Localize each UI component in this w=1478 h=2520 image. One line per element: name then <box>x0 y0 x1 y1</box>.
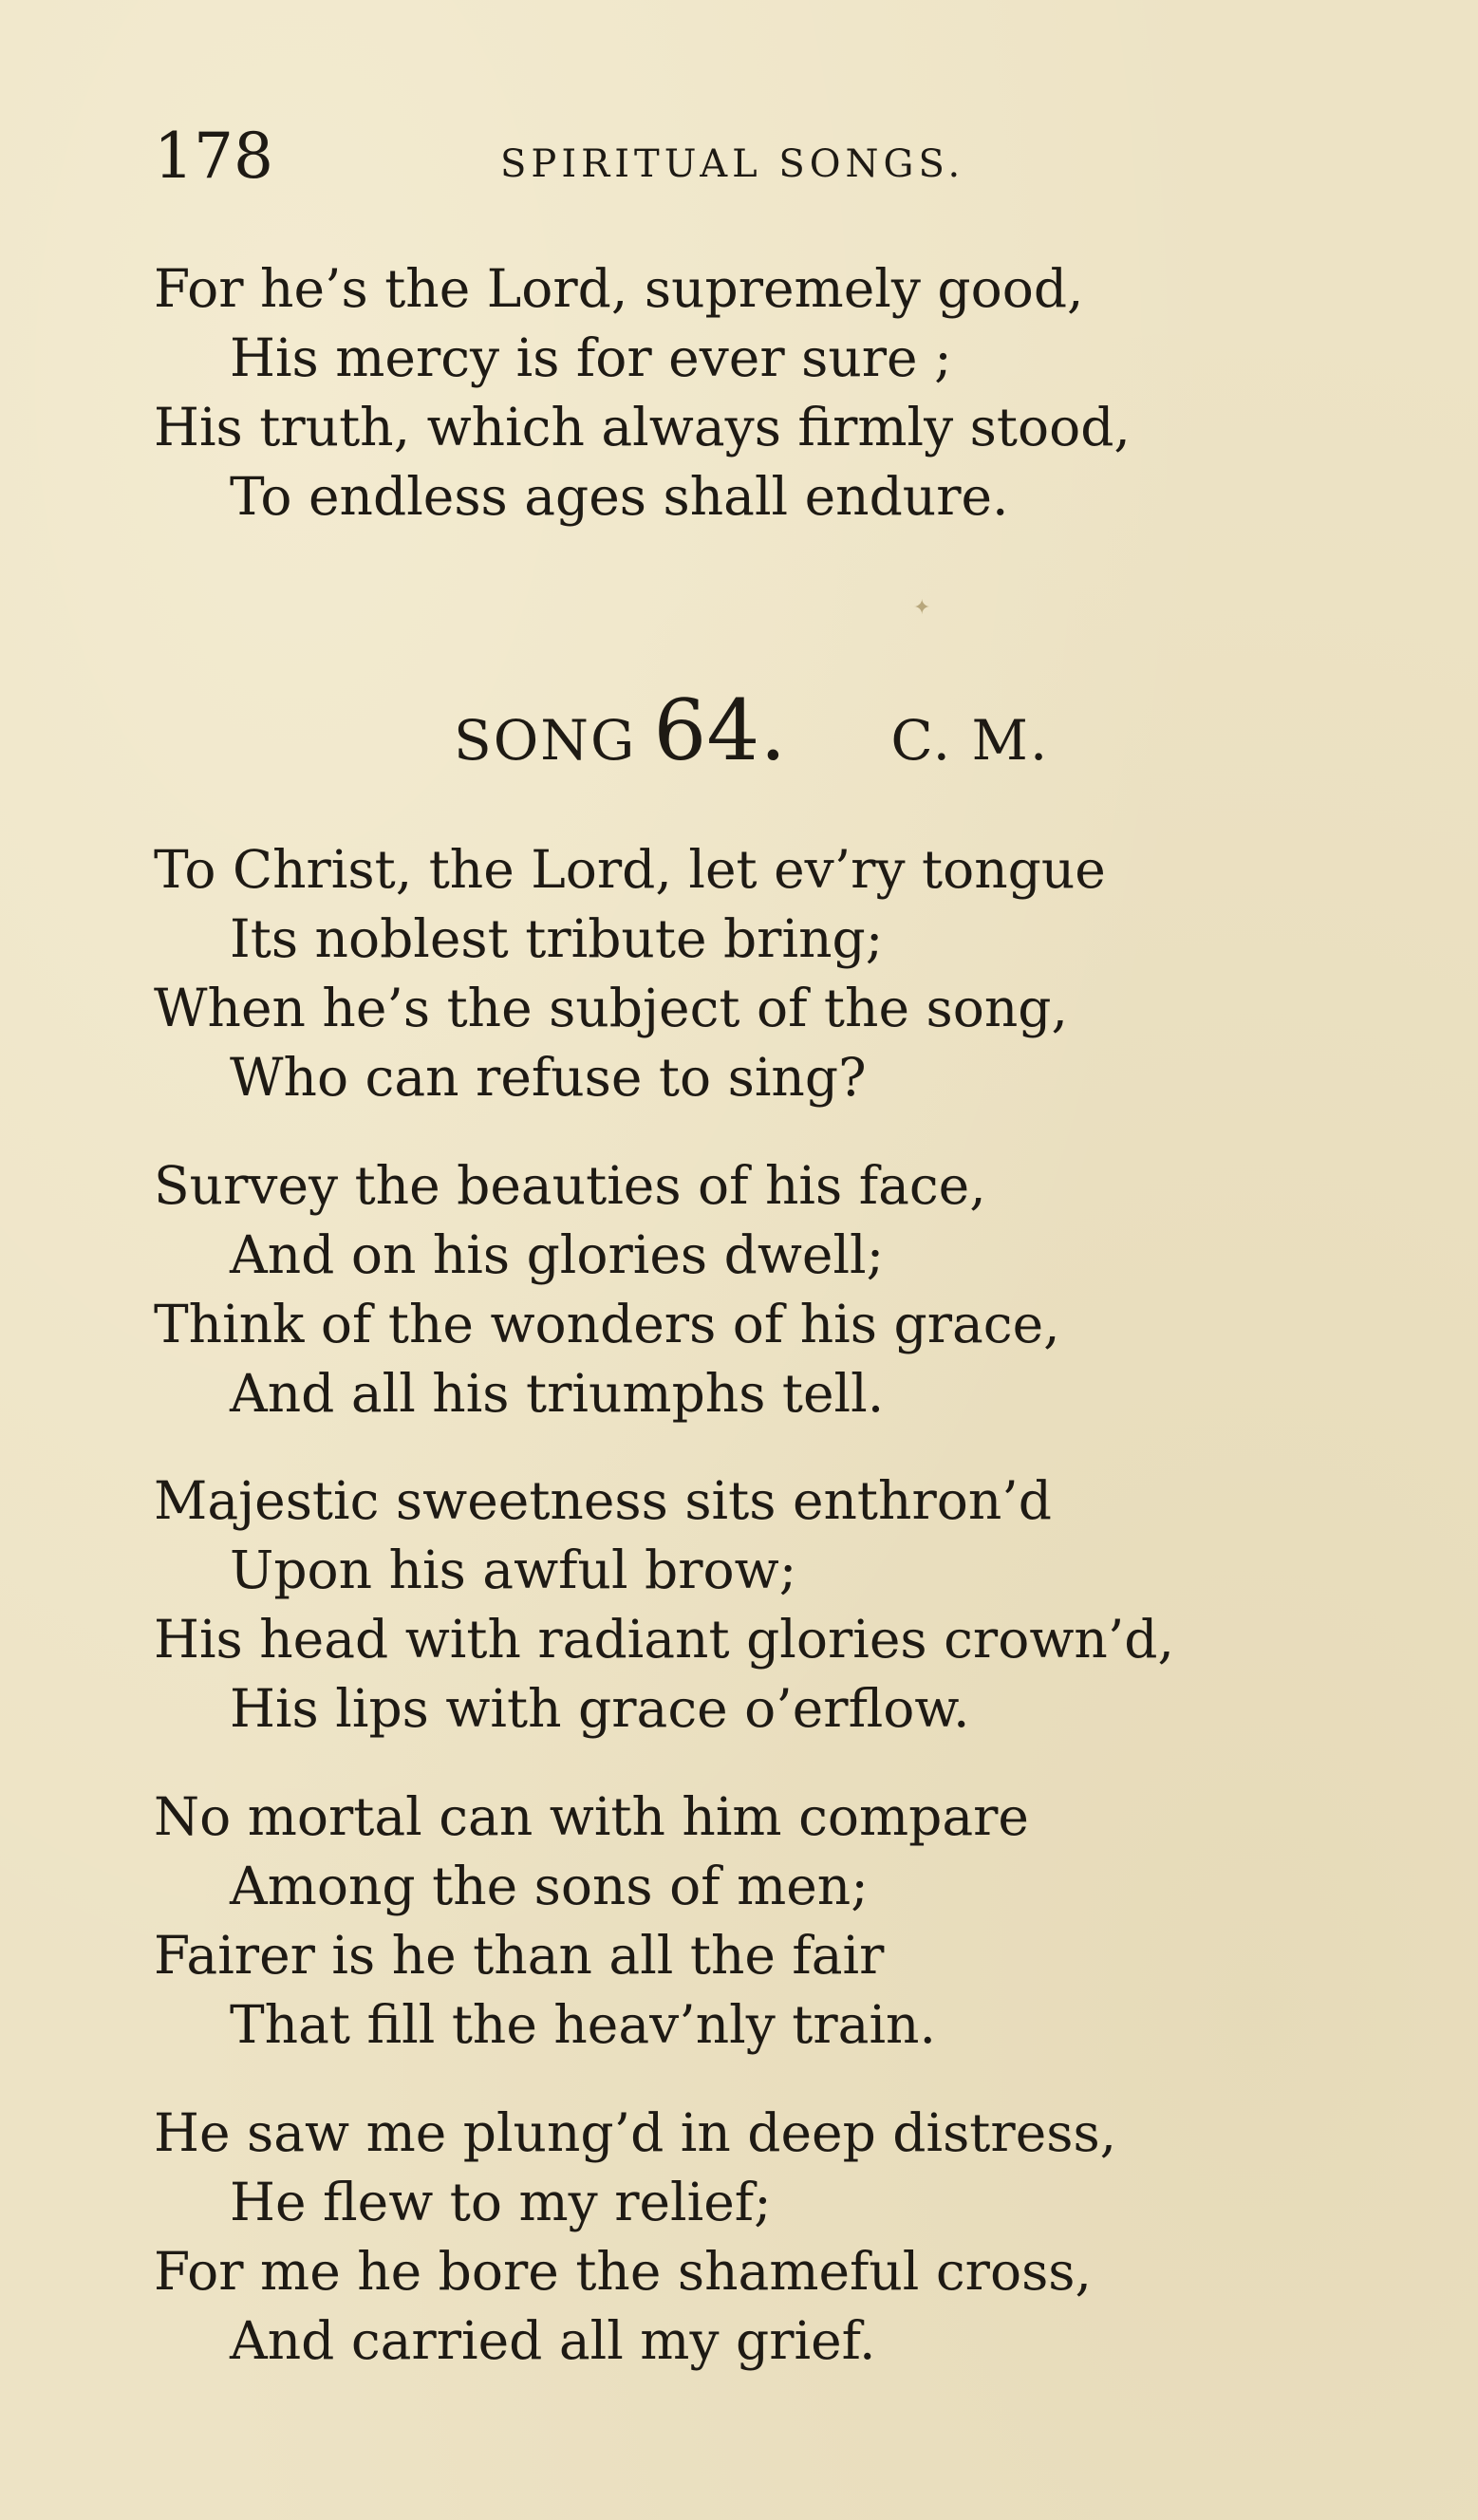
verse-line: To endless ages shall endure. <box>230 466 1009 527</box>
stanza-3 <box>154 1466 1388 1744</box>
verse-line: And carried all my grief. <box>230 2310 876 2371</box>
verse-line: His mercy is for ever sure ; <box>230 327 952 388</box>
verse-line: His lips with grace o’erflow. <box>230 1678 970 1739</box>
stanza-4 <box>154 1783 1388 2060</box>
verse-line: He flew to my relief; <box>230 2172 772 2232</box>
verse-line: Survey the beauties of his face, <box>154 1155 986 1216</box>
verse-line: He saw me plung’d in deep distress, <box>154 2102 1117 2163</box>
running-title: SPIRITUAL SONGS. <box>500 142 965 186</box>
verse-line: No mortal can with him compare <box>154 1786 1029 1847</box>
verse-line: Fairer is he than all the fair <box>154 1925 885 1986</box>
verse-line: Think of the wonders of his grace, <box>154 1294 1060 1354</box>
verse-line: Majestic sweetness sits enthron’d <box>154 1470 1052 1531</box>
verse-line: For he’s the Lord, supremely good, <box>154 258 1084 319</box>
verse-line: When he’s the subject of the song, <box>154 978 1068 1038</box>
verse-line: Upon his awful brow; <box>230 1540 797 1600</box>
verse-line: Its noblest tribute bring; <box>230 908 884 969</box>
verse-line: Among the sons of men; <box>230 1856 869 1916</box>
page-header <box>154 114 1103 199</box>
verse-line: For me he bore the shameful cross, <box>154 2241 1093 2302</box>
verse-line: His head with radiant glories crown’d, <box>154 1609 1174 1670</box>
verse-line: And on his glories dwell; <box>230 1224 885 1285</box>
verse-line: Who can refuse to sing? <box>230 1047 867 1108</box>
song-number: 64. <box>653 681 787 779</box>
song-label: SONG <box>454 708 637 773</box>
song-meter: C. M. <box>890 708 1050 773</box>
verse-line: To Christ, the Lord, let ev’ry tongue <box>154 839 1106 900</box>
verse-line: His truth, which always firmly stood, <box>154 397 1131 457</box>
verse-line: And all his triumphs tell. <box>230 1363 885 1424</box>
verse-line: That fill the heav’nly train. <box>230 1994 936 2055</box>
song-heading <box>454 681 1213 786</box>
stanza-5 <box>154 2099 1388 2376</box>
page-number: 178 <box>154 120 273 193</box>
stanza-previous <box>154 254 1388 532</box>
stanza-1 <box>154 835 1388 1112</box>
ornament-icon: ✦ <box>913 596 931 620</box>
stanza-2 <box>154 1151 1388 1428</box>
